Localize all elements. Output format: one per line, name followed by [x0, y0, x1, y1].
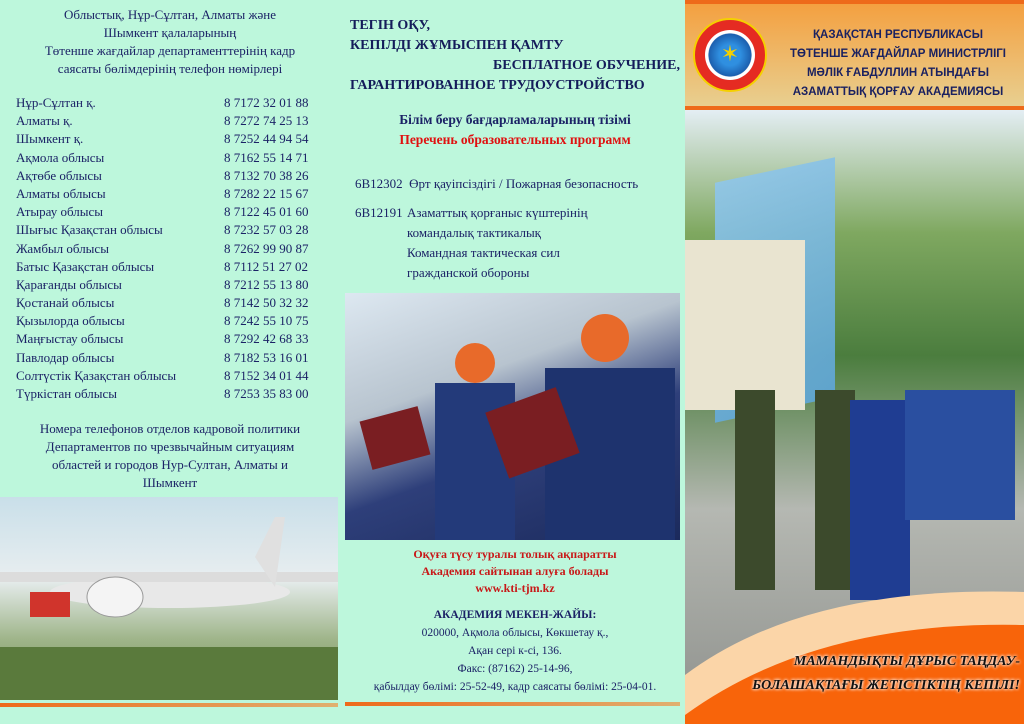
phone-number: 8 7232 57 03 28 [224, 222, 309, 238]
phone-number: 8 7162 55 14 71 [224, 149, 309, 165]
programs-title-ru: Перечень образовательных программ [399, 132, 631, 147]
program-name: гражданской обороны [407, 265, 530, 280]
airplane-illustration [0, 497, 338, 700]
phone-row [16, 349, 316, 367]
phone-number: 8 7282 22 15 67 [224, 185, 309, 201]
address-line: қабылдау бөлімі: 25-52-49, кадр саясаты бөлімі: 25-04-01. [373, 681, 657, 693]
region-name: Нұр-Сұлтан қ. [16, 95, 96, 110]
phone-number: 8 7253 35 83 00 [224, 386, 309, 401]
admission-info [345, 546, 685, 696]
academy-name [773, 26, 1023, 102]
region-name: Жамбыл облысы [16, 240, 109, 256]
phone-number: 8 7272 74 25 13 [224, 113, 309, 129]
phone-row [16, 167, 316, 185]
phone-number: 8 7122 45 01 60 [224, 204, 309, 220]
region-name: Шығыс Қазақстан облысы [16, 222, 163, 238]
region-name: Павлодар облысы [16, 349, 115, 365]
phones-heading-kk [10, 6, 330, 78]
phone-row [16, 221, 316, 239]
phone-row [16, 367, 316, 385]
phones-heading-ru [10, 420, 330, 492]
phone-row [16, 312, 316, 330]
address-line: Факс: (87162) 25-14-96, [457, 663, 573, 675]
heading-line: Шымкент [142, 475, 198, 490]
phone-number: 8 7172 32 01 88 [224, 95, 309, 110]
region-name: Қарағанды облысы [16, 276, 122, 292]
academy-header [685, 0, 1024, 110]
info-line: Академия сайтынан алуға болады [421, 564, 609, 578]
region-name: Алматы облысы [16, 185, 106, 201]
phone-number: 8 7262 99 90 87 [224, 240, 309, 256]
left-panel [0, 0, 340, 724]
title-line: ТЕГІН ОҚУ, [350, 18, 430, 33]
phone-row [16, 276, 316, 294]
region-name: Маңғыстау облысы [16, 331, 124, 347]
phone-row [16, 130, 316, 148]
parade-photo [685, 110, 1024, 724]
program-name: Азаматтық қорғаныс күштерінің [407, 205, 588, 220]
airplane-photo [0, 497, 338, 700]
heading-line: областей и городов Нур-Султан, Алматы и [52, 457, 288, 472]
divider-line [345, 702, 680, 706]
cadets-oath-photo [345, 293, 680, 540]
phone-row [16, 258, 316, 276]
website-link[interactable]: www.kti-tjm.kz [475, 581, 555, 595]
cadets-illustration [345, 293, 680, 540]
phone-row [16, 330, 316, 348]
heading-line: Номера телефонов отделов кадровой политики [39, 421, 301, 436]
heading-line: Облыстық, Нұр-Сұлтан, Алматы және [64, 7, 276, 22]
region-name: Түркістан облысы [16, 386, 117, 401]
heading-line: Департаментов по чрезвычайным ситуациям [45, 439, 295, 454]
header-line: ҚАЗАҚСТАН РЕСПУБЛИКАСЫ [813, 29, 983, 41]
heading-line: Шымкент қалаларының [103, 25, 237, 40]
phone-list [16, 94, 316, 403]
phone-number: 8 7252 44 94 54 [224, 131, 309, 147]
program-item [355, 203, 588, 283]
region-name: Қызылорда облысы [16, 313, 125, 329]
region-name: Ақмола облысы [16, 149, 105, 165]
region-name: Ақтөбе облысы [16, 167, 102, 183]
slogan [752, 650, 1020, 698]
phone-number: 8 7292 42 68 33 [224, 331, 309, 347]
address-line: 020000, Ақмола облысы, Көкшетау қ., [421, 627, 609, 639]
phone-number: 8 7112 51 27 02 [224, 258, 309, 274]
header-line: ТӨТЕНШЕ ЖАҒДАЙЛАР МИНИСТРЛІГІ [790, 48, 1006, 60]
program-item [355, 174, 638, 194]
region-name: Алматы қ. [16, 113, 73, 129]
title-line: КЕПІЛДІ ЖҰМЫСПЕН ҚАМТУ [350, 38, 564, 53]
region-name: Солтүстік Қазақстан облысы [16, 367, 177, 383]
region-name: Шымкент қ. [16, 131, 84, 147]
program-name: Командная тактическая сил [407, 245, 560, 260]
phone-row [16, 149, 316, 167]
title-line: БЕСПЛАТНОЕ ОБУЧЕНИЕ, [492, 58, 680, 73]
phone-row [16, 185, 316, 203]
program-code: 6В12191 [355, 205, 403, 220]
divider-line [0, 703, 338, 707]
slogan-line: БОЛАШАҚТАҒЫ ЖЕТІСТІКТІҢ КЕПІЛІ! [752, 678, 1020, 693]
address-line: Ақан сері к-сі, 136. [468, 645, 562, 657]
academy-logo [693, 18, 767, 92]
heading-line: Төтенше жағдайлар департаменттерінің кадр [44, 43, 296, 58]
phone-row [16, 294, 316, 312]
phone-row [16, 112, 316, 130]
header-line: МӘЛІК ҒАБДУЛЛИН АТЫНДАҒЫ [806, 67, 990, 79]
region-name: Қостанай облысы [16, 295, 115, 311]
phone-number: 8 7242 55 10 75 [224, 313, 309, 329]
parade-illustration [685, 110, 1024, 724]
phone-number: 8 7142 50 32 32 [224, 295, 309, 311]
address-title: АКАДЕМИЯ МЕКЕН-ЖАЙЫ: [433, 609, 597, 621]
header-line: АЗАМАТТЫҚ ҚОРҒАУ АКАДЕМИЯСЫ [792, 86, 1004, 98]
emblem-icon: ✶ [705, 30, 755, 80]
slogan-line: МАМАНДЫҚТЫ ДҰРЫС ТАҢДАУ- [793, 654, 1020, 669]
program-name: Өрт қауіпсіздігі / Пожарная безопасность [409, 176, 639, 191]
phone-row [16, 94, 316, 112]
heading-line: саясаты бөлімдерінің телефон нөмірлері [57, 61, 283, 76]
program-name: командалық тактикалық [407, 225, 541, 240]
program-code: 6В12302 [355, 176, 403, 191]
region-name: Атырау облысы [16, 204, 104, 220]
region-name: Батыс Қазақстан облысы [16, 258, 155, 274]
phone-number: 8 7132 70 38 26 [224, 167, 309, 183]
phone-number: 8 7182 53 16 01 [224, 349, 309, 365]
phone-row [16, 203, 316, 221]
phone-number: 8 7152 34 01 44 [224, 367, 309, 383]
info-line: Оқуға түсу туралы толық ақпаратты [413, 547, 617, 561]
phone-row [16, 240, 316, 258]
phone-row [16, 385, 316, 403]
phone-number: 8 7212 55 13 80 [224, 276, 309, 292]
title-line: ГАРАНТИРОВАННОЕ ТРУДОУСТРОЙСТВО [350, 78, 645, 93]
address-block [345, 606, 685, 696]
programs-title-kk: Білім беру бағдарламаларының тізімі [399, 112, 631, 127]
